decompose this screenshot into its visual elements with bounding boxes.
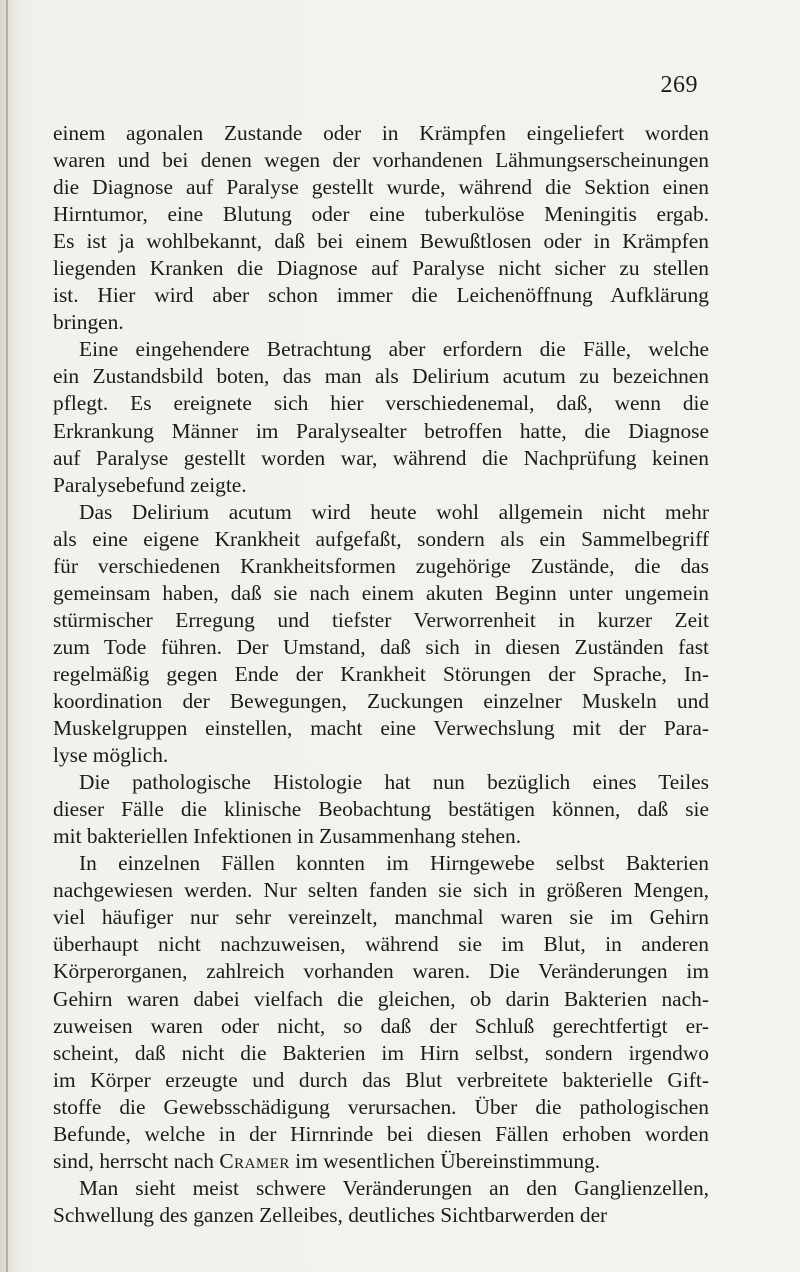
text-line: liegenden Kranken die Diagnose auf Paralyse nicht sicher zu stellen: [53, 256, 709, 281]
text-line: Gehirn waren dabei vielfach die gleichen, ob darin Bakterien nach-: [53, 986, 709, 1011]
text-line: Erkrankung Männer im Paralysealter betroffen hatte, die Diagnose: [53, 418, 709, 443]
text-line: Hirntumor, eine Blutung oder eine tuberkulöse Meningitis ergab.: [53, 202, 709, 227]
paragraph: [53, 499, 709, 769]
paragraph: [53, 1175, 709, 1229]
paragraph: [53, 336, 709, 498]
paragraph: [53, 850, 709, 1175]
text-line: bringen.: [53, 310, 124, 335]
text-line: zuweisen waren oder nicht, so daß der Schluß gerechtfertigt er-: [53, 1013, 709, 1038]
text-line: mit bakteriellen Infektionen in Zusammenhang stehen.: [53, 824, 522, 849]
author-name: Cramer: [219, 1148, 290, 1173]
text-line: ein Zustandsbild boten, das man als Delirium acutum zu bezeichnen: [53, 364, 709, 389]
text-line: die Diagnose auf Paralyse gestellt wurde, während die Sektion einen: [53, 175, 709, 200]
text-line: Man sieht meist schwere Veränderungen an den Ganglienzellen,: [79, 1175, 709, 1200]
text-line: zum Tode führen. Der Umstand, daß sich in diesen Zuständen fast: [53, 634, 709, 659]
text-line: ist. Hier wird aber schon immer die Leichenöffnung Aufklärung: [53, 283, 709, 308]
paragraph: [53, 120, 709, 336]
paragraph: [53, 769, 709, 850]
text-line: einem agonalen Zustande oder in Krämpfen eingeliefert worden: [53, 121, 709, 145]
text-line: scheint, daß nicht die Bakterien im Hirn selbst, sondern irgendwo: [53, 1040, 709, 1065]
text-line: Es ist ja wohlbekannt, daß bei einem Bewußtlosen oder in Krämpfen: [53, 229, 709, 254]
text-line: für verschiedenen Krankheitsformen zugehörige Zustände, die das: [53, 553, 709, 578]
text-line: Schwellung des ganzen Zelleibes, deutliches Sichtbarwerden der: [53, 1202, 608, 1227]
text-line: Eine eingehendere Betrachtung aber erfordern die Fälle, welche: [79, 337, 709, 362]
binding-gutter: [6, 0, 8, 1272]
text-line: nachgewiesen werden. Nur selten fanden sie sich in größeren Mengen,: [53, 878, 709, 903]
text-line: stürmischer Erregung und tiefster Verworrenheit in kurzer Zeit: [53, 607, 709, 632]
text-line: dieser Fälle die klinische Beobachtung bestätigen können, daß sie: [53, 797, 709, 822]
text-line: pflegt. Es ereignete sich hier verschiedenemal, daß, wenn die: [53, 391, 709, 416]
text-line: sind, herrscht nach Cramer im wesentlichen Übereinstimmung.: [53, 1148, 601, 1173]
text-line: Befunde, welche in der Hirnrinde bei diesen Fällen erhoben worden: [53, 1121, 709, 1146]
text-line: Die pathologische Histologie hat nun bezüglich eines Teiles: [79, 770, 709, 795]
text-line: Muskelgruppen einstellen, macht eine Verwechslung mit der Para-: [53, 716, 709, 741]
text-line: auf Paralyse gestellt worden war, während die Nachprüfung keinen: [53, 445, 709, 470]
text-line: überhaupt nicht nachzuweisen, während sie im Blut, in anderen: [53, 932, 709, 957]
text-line: regelmäßig gegen Ende der Krankheit Störungen der Sprache, In-: [53, 661, 709, 686]
text-line: viel häufiger nur sehr vereinzelt, manchmal waren sie im Gehirn: [53, 905, 709, 930]
text-line: waren und bei denen wegen der vorhandenen Lähmungserscheinungen: [53, 148, 709, 173]
text-line: Das Delirium acutum wird heute wohl allgemein nicht mehr: [79, 499, 709, 524]
text-line: Körperorganen, zahlreich vorhanden waren. Die Veränderungen im: [53, 959, 709, 984]
text-line: Paralysebefund zeigte.: [53, 472, 247, 497]
text-line: im Körper erzeugte und durch das Blut verbreitete bakterielle Gift-: [53, 1067, 709, 1092]
text-line: stoffe die Gewebsschädigung verursachen. Über die pathologischen: [53, 1094, 709, 1119]
body-text: [53, 120, 709, 1229]
text-line: als eine eigene Krankheit aufgefaßt, sondern als ein Sammelbegriff: [53, 526, 709, 551]
text-line: In einzelnen Fällen konnten im Hirngewebe selbst Bakterien: [79, 851, 709, 876]
text-line: lyse möglich.: [53, 743, 169, 768]
text-line: gemeinsam haben, daß sie nach einem akuten Beginn unter ungemein: [53, 580, 709, 605]
page-number: 269: [660, 72, 698, 98]
text-line: koordination der Bewegungen, Zuckungen einzelner Muskeln und: [53, 688, 709, 713]
